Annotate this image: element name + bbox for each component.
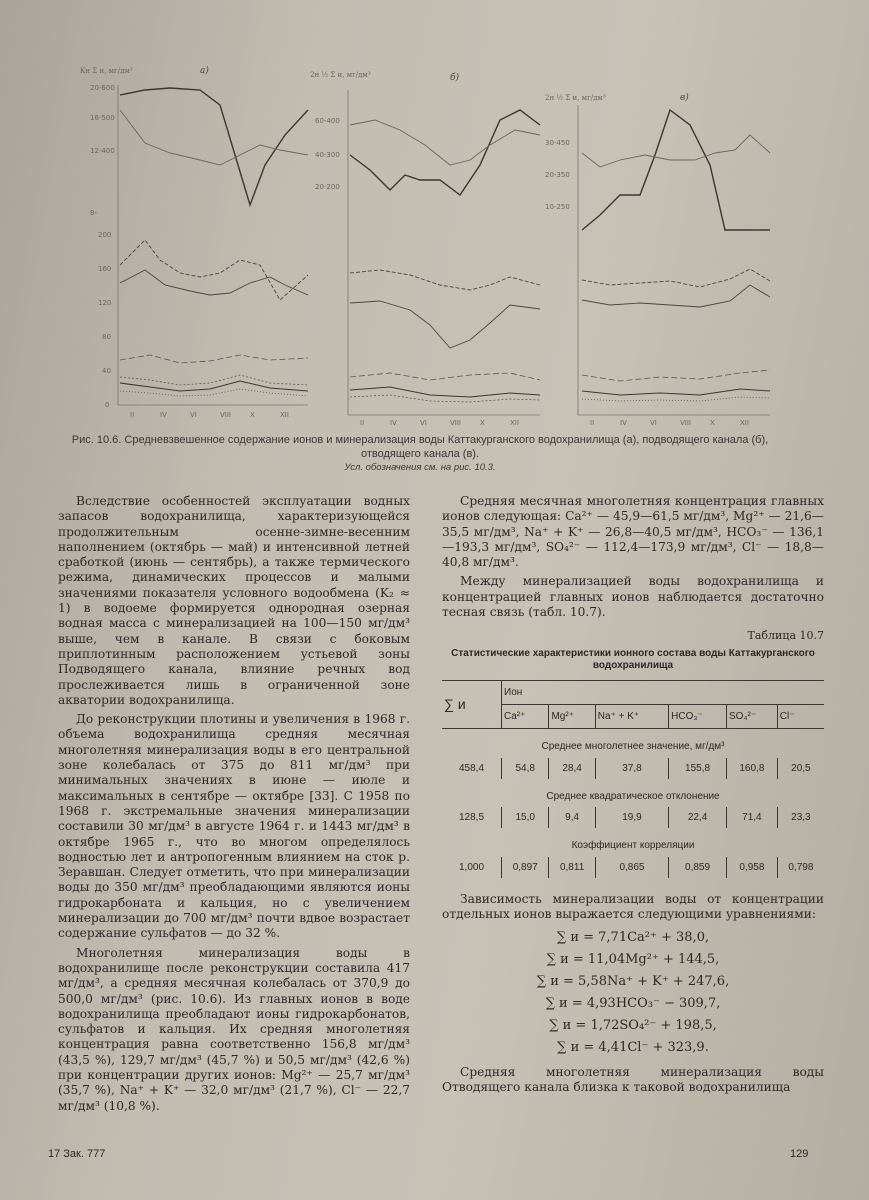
month-a-3: VIII	[220, 411, 231, 419]
section-label: Коэффициент корреляции	[571, 840, 695, 852]
month-b-3: VIII	[450, 419, 461, 425]
curve-c-4	[582, 389, 770, 395]
table-cell: 0,859	[669, 857, 727, 878]
tick-a-bot-4: 160	[98, 265, 112, 273]
signature-mark: 17 Зак. 777	[48, 1148, 106, 1160]
curve-a-6	[120, 389, 308, 396]
month-b-4: X	[480, 419, 485, 425]
tick-a-bot-3: 120	[98, 299, 112, 307]
figure-caption	[60, 433, 780, 475]
table-cell: 0,865	[595, 857, 668, 878]
table-cell: 0,811	[549, 857, 595, 878]
equation: ∑ и = 1,72SO₄²⁻ + 198,5,	[549, 1017, 717, 1033]
figure-svg	[70, 55, 790, 425]
right-paragraph-3: Зависимость минерализации воды от концентрации отдельных ионов выражается следующими уравнениями:	[442, 892, 824, 922]
axis-label-c: 2н ½ Σ и, мг/дм³	[545, 94, 606, 102]
caption-note: Усл. обозначения см. на рис. 10.3.	[344, 462, 496, 473]
equation: ∑ и = 5,58Na⁺ + K⁺ + 247,6,	[536, 973, 730, 989]
month-c-1: IV	[620, 419, 627, 425]
page-number: 129	[790, 1148, 809, 1160]
table-cell: 0,798	[788, 861, 814, 873]
table-cell: 1,000	[442, 857, 502, 878]
equation: ∑ и = 4,41Cl⁻ + 323,9.	[557, 1039, 709, 1055]
col-header: Ca²⁺	[502, 704, 549, 728]
tick-a-top-2: 12-400	[90, 147, 115, 155]
col-header: Na⁺ + K⁺	[595, 704, 668, 728]
table-group-header: Ион	[502, 680, 825, 704]
curve-b-top-1	[350, 110, 540, 195]
tick-a-bot-1: 40	[102, 367, 111, 375]
tick-b-top-1: 40-300	[315, 151, 340, 159]
col-header: HCO₃⁻	[669, 704, 727, 728]
table-cell: 155,8	[669, 758, 727, 779]
equation: ∑ и = 7,71Ca²⁺ + 38,0,	[556, 929, 710, 945]
left-paragraph-3: Многолетняя минерализация воды в водохранилище после реконструкции составила 417 мг/дм³, а средняя месячная колебалась от 370,9 до 500,0 мг/дм³ (рис. 10.6). Из главных ионов в воде водохранилища преобладают ионы гидрокарбонатов, сульфатов и кальция. Их средняя многолетняя концентрация равна соответственно 156,8 мг/дм³ (43,5 %), 129,7 мг/дм³ (45,7 %) и 50,5 мг/дм³ (42,6 %) при концентрации других ионов: Mg²⁺ — 25,7 мг/дм³ (35,7 %), Na⁺ + K⁺ — 32,0 мг/дм³ (21,7 %), Cl⁻ — 22,7 мг/дм³ (10,8 %).	[58, 945, 410, 1113]
tick-a-top-0: 20-600	[90, 84, 115, 92]
tick-c-top-2: 10-250	[545, 203, 570, 211]
month-a-4: X	[250, 411, 255, 419]
month-a-0: II	[130, 411, 135, 419]
table-cell: 0,958	[726, 857, 777, 878]
curve-c-top-1	[582, 110, 770, 230]
axis-label-b: 2н ½ Σ и, мг/дм³	[310, 71, 371, 79]
table-cell: 20,5	[791, 762, 811, 774]
curve-b-3	[350, 373, 540, 380]
curve-a-top-1	[120, 88, 308, 205]
caption-text: Рис. 10.6. Средневзвешенное содержание ионов и минерализация воды Каттакурганского водохранилища (а), подводящего канала (б), отводящего канала (в).	[71, 434, 769, 460]
right-paragraph-2: Между минерализацией воды водохранилища и концентрацией главных ионов наблюдается достаточно тесная связь (табл. 10.7).	[442, 574, 824, 620]
axis-label-a: Кн Σ и, мг/дм³	[80, 67, 133, 75]
table-row	[442, 758, 824, 779]
left-paragraph-2: До реконструкции плотины и увеличения в 1968 г. объема водохранилища средняя месячная многолетняя минерализация воды в его центральной зоне колебалась от 375 до 811 мг/дм³ при минимальных значениях в июне — июле и максимальных в сентябре — октябре [33]. С 1958 по 1968 г. экстремальные значения минерализации составили 30 мг/дм³ в августе 1964 г. и 1443 мг/дм³ в октябре 1965 г., что во многом определялось водностью лет и антропогенным влиянием на сток р. Зеравшан. Следует отметить, что при минерализации воды до 350 мг/дм³ преобладающими являются ионы гидрокарбоната и кальция, но с увеличением минерализации до 700 мг/дм³ почти вдвое возрастает содержание сульфатов — до 32 %.	[58, 712, 410, 941]
panel-a-label: а)	[200, 66, 209, 76]
month-a-2: VI	[190, 411, 197, 419]
col-header: Mg²⁺	[549, 704, 595, 728]
left-paragraph-1: Вследствие особенностей эксплуатации водных запасов водохранилища, характеризующейся продолжительным осенне-зимне-весенним наполнением (октябрь — май) и интенсивной летней сработкой (июнь — сентябрь), а также термического режима, динамических процессов и малыми значениями показателя условного водообмена (K₂ ≈ 1) в водоеме формируется однородная озерная водная масса с минерализацией на 100—150 мг/дм³ выше, чем в канале. В связи с боковым приплотинным расположением устьевой зоны Подводящего канала, влияние речных вод прослеживается лишь в ограниченной зоне акватории водохранилища.	[58, 494, 410, 707]
month-b-5: XII	[510, 419, 519, 425]
curve-a-5	[120, 381, 308, 391]
curve-a-2	[120, 270, 308, 295]
curve-b-1	[350, 270, 540, 290]
table-cell: 19,9	[595, 807, 668, 828]
section-label: Среднее квадратическое отклонение	[546, 790, 720, 802]
month-c-5: XII	[740, 419, 749, 425]
left-column	[58, 494, 410, 1118]
panel-b-label: б)	[450, 73, 460, 83]
right-paragraph-1: Средняя месячная многолетняя концентрация главных ионов следующая: Ca²⁺ — 45,9—61,5 мг/дм³, Mg²⁺ — 21,6—35,5 мг/дм³, Na⁺ + K⁺ — 26,8—40,5 мг/дм³, HCO₃⁻ — 136,1—193,3 мг/дм³, SO₄²⁻ — 112,4—173,9 мг/дм³, Cl⁻ — 18,8—40,8 мг/дм³.	[442, 494, 824, 570]
curve-a-top-2	[120, 110, 308, 165]
tick-b-top-0: 60-400	[315, 117, 340, 125]
table-cell: 28,4	[549, 758, 595, 779]
figure-10-6	[70, 55, 790, 425]
month-a-5: XII	[280, 411, 289, 419]
curve-c-top-2	[582, 135, 770, 167]
curve-c-1	[582, 269, 770, 287]
table-cell: 71,4	[726, 807, 777, 828]
table-cell: 128,5	[442, 807, 502, 828]
table-cell: 0,897	[502, 857, 549, 878]
table-title: Статистические характеристики ионного состава воды Каттакурганского водохранилища	[451, 647, 815, 671]
ion-statistics-table	[442, 680, 824, 878]
month-b-1: IV	[390, 419, 397, 425]
tick-a-top-1: 16-500	[90, 114, 115, 122]
month-a-1: IV	[160, 411, 167, 419]
tick-c-top-1: 20-350	[545, 171, 570, 179]
month-c-4: X	[710, 419, 715, 425]
col-header: Cl⁻	[777, 704, 824, 728]
equations-block	[442, 927, 824, 1059]
equation: ∑ и = 11,04Mg²⁺ + 144,5,	[546, 951, 720, 967]
table-cell: 23,3	[791, 812, 811, 824]
month-c-3: VIII	[680, 419, 691, 425]
table-row	[442, 857, 824, 878]
table-number: Таблица 10.7	[747, 629, 824, 643]
curve-b-top-2	[350, 120, 540, 165]
table-sigma-header: ∑ и	[442, 680, 502, 729]
curve-c-3	[582, 370, 770, 381]
curve-b-2	[350, 301, 540, 348]
tick-a-bot-0: 0	[105, 401, 110, 409]
table-cell: 37,8	[595, 758, 668, 779]
curve-a-3	[120, 355, 308, 363]
table-cell: 54,8	[502, 758, 549, 779]
month-b-2: VI	[420, 419, 427, 425]
tick-a-bot-5: 200	[98, 231, 112, 239]
curve-a-4	[120, 375, 308, 385]
right-column	[442, 494, 824, 1099]
panel-c-label: в)	[680, 93, 689, 103]
table-cell: 22,4	[669, 807, 727, 828]
tick-a-bot-2: 80	[102, 333, 111, 341]
month-b-0: II	[360, 419, 365, 425]
curve-c-5	[582, 397, 770, 401]
tick-a-top-3: 8-	[90, 209, 97, 217]
table-cell: 160,8	[726, 758, 777, 779]
curve-c-2	[582, 285, 770, 307]
table-cell: 458,4	[442, 758, 502, 779]
tick-c-top-0: 30-450	[545, 139, 570, 147]
right-paragraph-4: Средняя многолетняя минерализация воды Отводящего канала близка к таковой водохранилища	[442, 1064, 824, 1094]
equation: ∑ и = 4,93HCO₃⁻ − 309,7,	[545, 995, 721, 1011]
month-c-2: VI	[650, 419, 657, 425]
table-cell: 9,4	[549, 807, 595, 828]
col-header: SO₄²⁻	[726, 704, 777, 728]
section-label: Среднее многолетнее значение, мг/дм³	[541, 741, 725, 753]
table-row	[442, 807, 824, 828]
table-cell: 15,0	[502, 807, 549, 828]
month-c-0: II	[590, 419, 595, 425]
tick-b-top-2: 20-200	[315, 183, 340, 191]
curve-a-1	[120, 240, 308, 300]
